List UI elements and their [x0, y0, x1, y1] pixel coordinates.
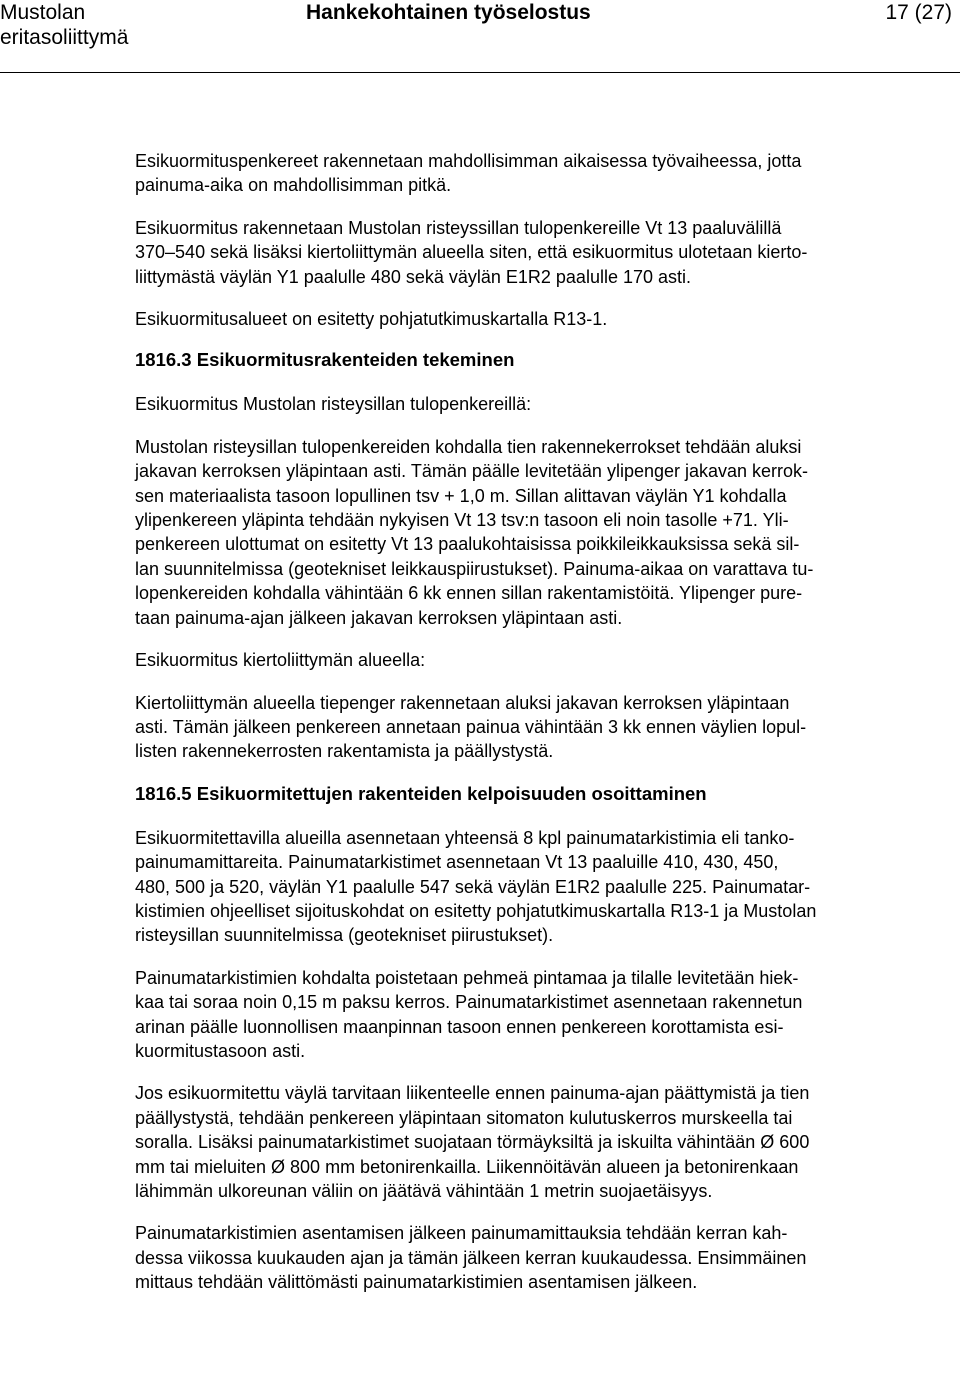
text-line: Esikuormitus Mustolan risteysillan tulopenkereillä:	[135, 394, 532, 415]
document-title: Hankekohtainen työselostus	[306, 1, 591, 24]
document-body	[135, 149, 950, 1313]
text-line: 370–540 sekä lisäksi kiertoliittymän alueella siten, että esikuormitus ulotetaan kierto-	[135, 242, 808, 263]
text-line: mm tai mieluiten Ø 800 mm betonirenkailla. Liikennöitävän alueen ja betonirenkaan	[135, 1156, 799, 1177]
page-number: 17 (27)	[885, 1, 952, 24]
text-line: kuormitustasoon asti.	[135, 1040, 306, 1061]
section-heading: 1816.3 Esikuormitusrakenteiden tekeminen	[135, 349, 515, 371]
text-line: Kiertoliittymän alueella tiepenger rakennetaan aluksi jakavan kerroksen yläpintaan	[135, 692, 790, 713]
project-name-line-1: Mustolan	[0, 1, 86, 24]
text-line: lähimmän ulkoreunan väliin on jäätävä vähintään 1 metrin suojaetäisyys.	[135, 1181, 713, 1201]
text-line: Mustolan risteysillan tulopenkereiden kohdalla tien rakennekerrokset tehdään aluksi	[135, 436, 802, 457]
paragraph	[135, 307, 950, 331]
project-name	[0, 0, 128, 50]
text-line: asti. Tämän jälkeen penkereen annetaan painua vähintään 3 kk ennen väylien lopul-	[135, 716, 807, 737]
text-line: mittaus tehdään välittömästi painumatarkistimien asentamisen jälkeen.	[135, 1272, 698, 1293]
text-line: Jos esikuormitettu väylä tarvitaan liikenteelle ennen painuma-ajan päättymistä ja tien	[135, 1083, 810, 1104]
text-line: risteysillan suunnitelmissa (geotekniset piirustukset).	[135, 925, 554, 946]
text-line: painuma-aika on mahdollisimman pitkä.	[135, 175, 452, 196]
paragraph	[135, 1081, 950, 1203]
page-header	[0, 0, 960, 73]
project-name-line-2: eritasoliittymä	[0, 26, 129, 49]
text-line: Esikuormitus kiertoliittymän alueella:	[135, 650, 426, 671]
text-line: lan suunnitelmissa (geotekniset leikkauspiirustukset). Painuma-aikaa on varattava tu-	[135, 558, 814, 579]
text-line: listen rakennekerrosten rakentamista ja päällystystä.	[135, 741, 554, 762]
text-line: Esikuormitus rakennetaan Mustolan risteyssillan tulopenkereille Vt 13 paaluvälillä	[135, 217, 782, 238]
text-line: dessa viikossa kuukauden ajan ja tämän jälkeen kerran kuukaudessa. Ensimmäinen	[135, 1247, 807, 1268]
text-line: kaa tai soraa noin 0,15 m paksu kerros. Painumatarkistimet asennetaan rakennetun	[135, 992, 803, 1013]
text-line: arinan päälle luonnollisen maanpinnan tasoon ennen penkereen korottamista esi-	[135, 1016, 784, 1037]
paragraph	[135, 691, 950, 764]
text-line: Painumatarkistimien kohdalta poistetaan pehmeä pintamaa ja tilalle levitetään hiek-	[135, 967, 799, 988]
text-line: taan painuma-ajan jälkeen jakavan kerroksen yläpintaan asti.	[135, 607, 623, 628]
text-line: Painumatarkistimien asentamisen jälkeen painumamittauksia tehdään kerran kah-	[135, 1223, 788, 1244]
paragraph	[135, 216, 950, 289]
paragraph	[135, 392, 950, 416]
text-line: ylipenkereen yläpinta tehdään nykyisen Vt 13 tsv:n tasoon eli noin tasolle +71. Yli-	[135, 510, 789, 531]
paragraph	[135, 648, 950, 672]
text-line: Esikuormitusalueet on esitetty pohjatutkimuskartalla R13-1.	[135, 309, 608, 330]
text-line: penkereen ulottumat on esitetty Vt 13 paalukohtaisissa poikkileikkauksissa sekä sil-	[135, 534, 800, 555]
paragraph	[135, 149, 950, 198]
text-line: soralla. Lisäksi painumatarkistimet suojataan törmäyksiltä ja iskuilta vähintään Ø 600	[135, 1132, 810, 1153]
text-line: Esikuormituspenkereet rakennetaan mahdollisimman aikaisessa työvaiheessa, jotta	[135, 151, 802, 171]
paragraph	[135, 435, 950, 630]
text-line: Esikuormitettavilla alueilla asennetaan yhteensä 8 kpl painumatarkistimia eli tanko-	[135, 827, 795, 848]
paragraph	[135, 826, 950, 948]
text-line: 480, 500 ja 520, väylän Y1 paalulle 547 sekä väylän E1R2 paalulle 225. Painumatar-	[135, 876, 811, 897]
text-line: päällystystä, tehdään penkereen yläpintaan sitomaton kulutuskerros murskeella tai	[135, 1107, 793, 1128]
text-line: painumamittareita. Painumatarkistimet asennetaan Vt 13 paaluille 410, 430, 450,	[135, 852, 779, 873]
text-line: sen materiaalista tasoon lopullinen tsv + 1,0 m. Sillan alittavan väylän Y1 kohdalla	[135, 485, 787, 506]
paragraph	[135, 1221, 950, 1294]
text-line: liittymästä väylän Y1 paalulle 480 sekä väylän E1R2 paalulle 170 asti.	[135, 266, 692, 287]
text-line: jakavan kerroksen yläpintaan asti. Tämän päälle levitetään ylipenger jakavan kerrok-	[135, 461, 809, 482]
text-line: kistimien ohjeelliset sijoituskohdat on esitetty pohjatutkimuskartalla R13-1 ja Mustolan	[135, 900, 817, 921]
paragraph	[135, 966, 950, 1064]
section-heading: 1816.5 Esikuormitettujen rakenteiden kelpoisuuden osoittaminen	[135, 782, 707, 804]
text-line: lopenkereiden kohdalla vähintään 6 kk ennen sillan rakentamistöitä. Ylipenger pure-	[135, 583, 803, 604]
